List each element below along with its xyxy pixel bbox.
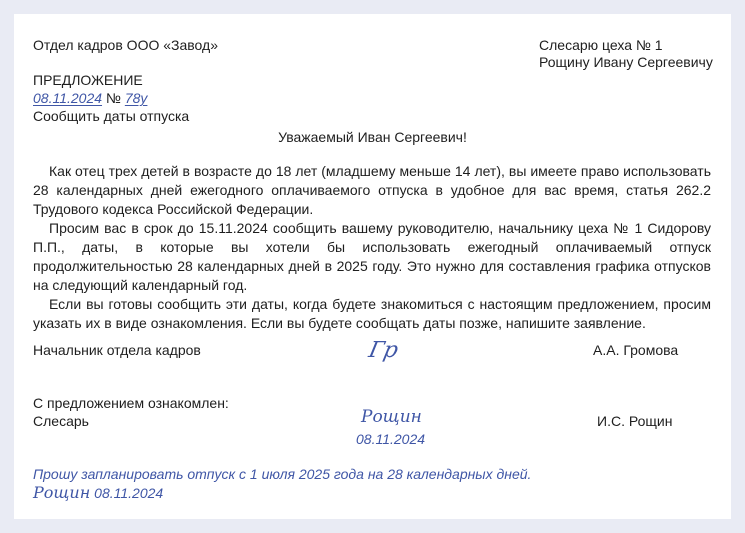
document-date-number — [33, 89, 147, 108]
body-paragraph: Если вы готовы сообщить эти даты, когда будете знакомиться с настоящим предложением, просим указать их в виде ознакомления. Если вы будете сообщать даты позже, напишите заявление. — [33, 296, 711, 331]
document-number: 78у — [124, 90, 148, 106]
request-handwritten-signature: Рощин — [33, 483, 91, 502]
head-position: Начальник отдела кадров — [33, 342, 201, 358]
sender-department: Отдел кадров ООО «Завод» — [33, 37, 218, 53]
number-sign: № — [105, 90, 121, 106]
head-name: А.А. Громова — [593, 342, 679, 358]
letter-body — [33, 162, 711, 333]
salutation: Уважаемый Иван Сергеевич! — [278, 129, 467, 145]
employee-position: Слесарь — [33, 413, 89, 429]
acknowledgement-date: 08.11.2024 — [356, 431, 426, 447]
body-paragraph: Как отец трех детей в возрасте до 18 лет (младшему меньше 14 лет), вы имеете право использовать 28 календарных дней ежегодного оплачиваемого отпуска в удобное для вас время, статья 262.2 Трудового кодекса Российской Федерации. — [33, 163, 711, 217]
body-paragraph: Просим вас в срок до 15.11.2024 сообщить вашему руководителю, начальнику цеха № 1 Сидорову П.П., даты, в которые вы хотели бы использовать ежегодный оплачиваемый отпуск продолжительностью 28 календарных дней в 2025 году. Это нужно для составления графика отпусков на следующий календарный год. — [33, 220, 711, 293]
head-handwritten-signature: Гр — [366, 338, 401, 363]
employee-request-signoff — [33, 483, 163, 503]
employee-handwritten-signature: Рощин — [361, 407, 422, 427]
document-type: ПРЕДЛОЖЕНИЕ — [33, 72, 143, 88]
document-sheet — [14, 14, 731, 519]
employee-request-text: Прошу запланировать отпуск с 1 июля 2025 года на 28 календарных дней. — [33, 466, 532, 482]
acknowledgement-label: С предложением ознакомлен: — [33, 395, 229, 411]
document-subject: Сообщить даты отпуска — [33, 108, 190, 124]
employee-name: И.С. Рощин — [597, 413, 673, 429]
request-date: 08.11.2024 — [94, 485, 164, 501]
recipient-name: Рощину Ивану Сергеевичу — [539, 54, 713, 70]
document-date: 08.11.2024 — [33, 90, 103, 106]
recipient-position: Слесарю цеха № 1 — [539, 37, 663, 53]
